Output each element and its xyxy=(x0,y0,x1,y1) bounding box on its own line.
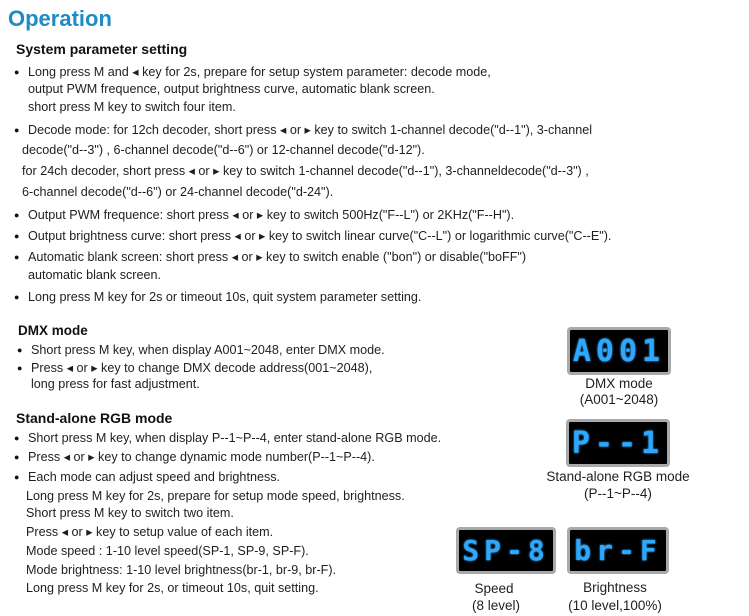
dmx-display: A001 xyxy=(567,327,671,375)
system-line: for 24ch decoder, short press ◂ or ▸ key to switch 1-channel decode("d--1"), 3-channeldecode("d--3") , xyxy=(22,164,589,178)
system-line: ● Decode mode: for 12ch decoder, short press ◂ or ▸ key to switch 1-channel decode("d--1"), 3-channel xyxy=(28,124,592,137)
brightness-display: br-F xyxy=(567,527,669,574)
standalone-line: Mode speed : 1-10 level speed(SP-1, SP-9, SP-F). xyxy=(26,544,309,558)
standalone-heading: Stand-alone RGB mode xyxy=(16,410,173,426)
dmx-caption: DMX mode xyxy=(585,376,653,391)
standalone-caption-range: (P--1~P--4) xyxy=(584,486,652,501)
system-line: ● Output brightness curve: short press ◂ or ▸ key to switch linear curve("C--L") or logarithmic curve("C--E"). xyxy=(28,230,611,243)
page-title: Operation xyxy=(8,6,112,31)
system-line: ● Long press M key for 2s or timeout 10s, quit system parameter setting. xyxy=(28,291,421,304)
standalone-line: ● Short press M key, when display P--1~P--4, enter stand-alone RGB mode. xyxy=(28,432,441,445)
dmx-caption-range: (A001~2048) xyxy=(579,392,659,407)
speed-caption: Speed xyxy=(474,581,514,596)
system-line: short press M key to switch four item. xyxy=(28,100,236,114)
brightness-caption-level: (10 level,100%) xyxy=(568,598,662,613)
system-heading: System parameter setting xyxy=(16,41,188,57)
brightness-caption: Brightness xyxy=(583,580,647,595)
standalone-display: P--1 xyxy=(566,419,670,467)
standalone-line: Press ◂ or ▸ key to setup value of each item. xyxy=(26,525,274,539)
speed-caption-level: (8 level) xyxy=(471,598,520,613)
system-line: ● Output PWM frequence: short press ◂ or ▸ key to switch 500Hz("F--L") or 2KHz("F--H"). xyxy=(28,209,514,222)
system-line: output PWM frequence, output brightness curve, automatic blank screen. xyxy=(28,82,435,96)
standalone-line: ● Press ◂ or ▸ key to change dynamic mode number(P--1~P--4). xyxy=(28,451,375,464)
dmx-line: ● Press ◂ or ▸ key to change DMX decode address(001~2048), xyxy=(31,362,372,375)
system-line: automatic blank screen. xyxy=(28,268,162,282)
dmx-heading: DMX mode xyxy=(18,323,88,338)
system-line: decode("d--3") , 6-channel decode("d--6") or 12-channel decode("d-12"). xyxy=(22,143,425,157)
standalone-line: Long press M key for 2s, or timeout 10s, quit setting. xyxy=(26,581,319,595)
standalone-line: ● Each mode can adjust speed and brightness. xyxy=(28,471,280,484)
standalone-caption: Stand-alone RGB mode xyxy=(546,469,690,484)
standalone-line: Short press M key to switch two item. xyxy=(26,506,234,520)
dmx-line: long press for fast adjustment. xyxy=(31,377,200,391)
system-line: ● Automatic blank screen: short press ◂ or ▸ key to switch enable ("bon") or disable("boFF") xyxy=(28,251,526,264)
system-line: ● Long press M and ◂ key for 2s, prepare for setup system parameter: decode mode, xyxy=(28,66,491,79)
speed-display: SP-8 xyxy=(456,527,556,574)
system-line: 6-channel decode("d--6") or 24-channel decode("d-24"). xyxy=(22,185,334,199)
standalone-line: Mode brightness: 1-10 level brightness(br-1, br-9, br-F). xyxy=(26,563,337,577)
dmx-line: ● Short press M key, when display A001~2048, enter DMX mode. xyxy=(31,344,385,357)
standalone-line: Long press M key for 2s, prepare for setup mode speed, brightness. xyxy=(26,489,405,503)
